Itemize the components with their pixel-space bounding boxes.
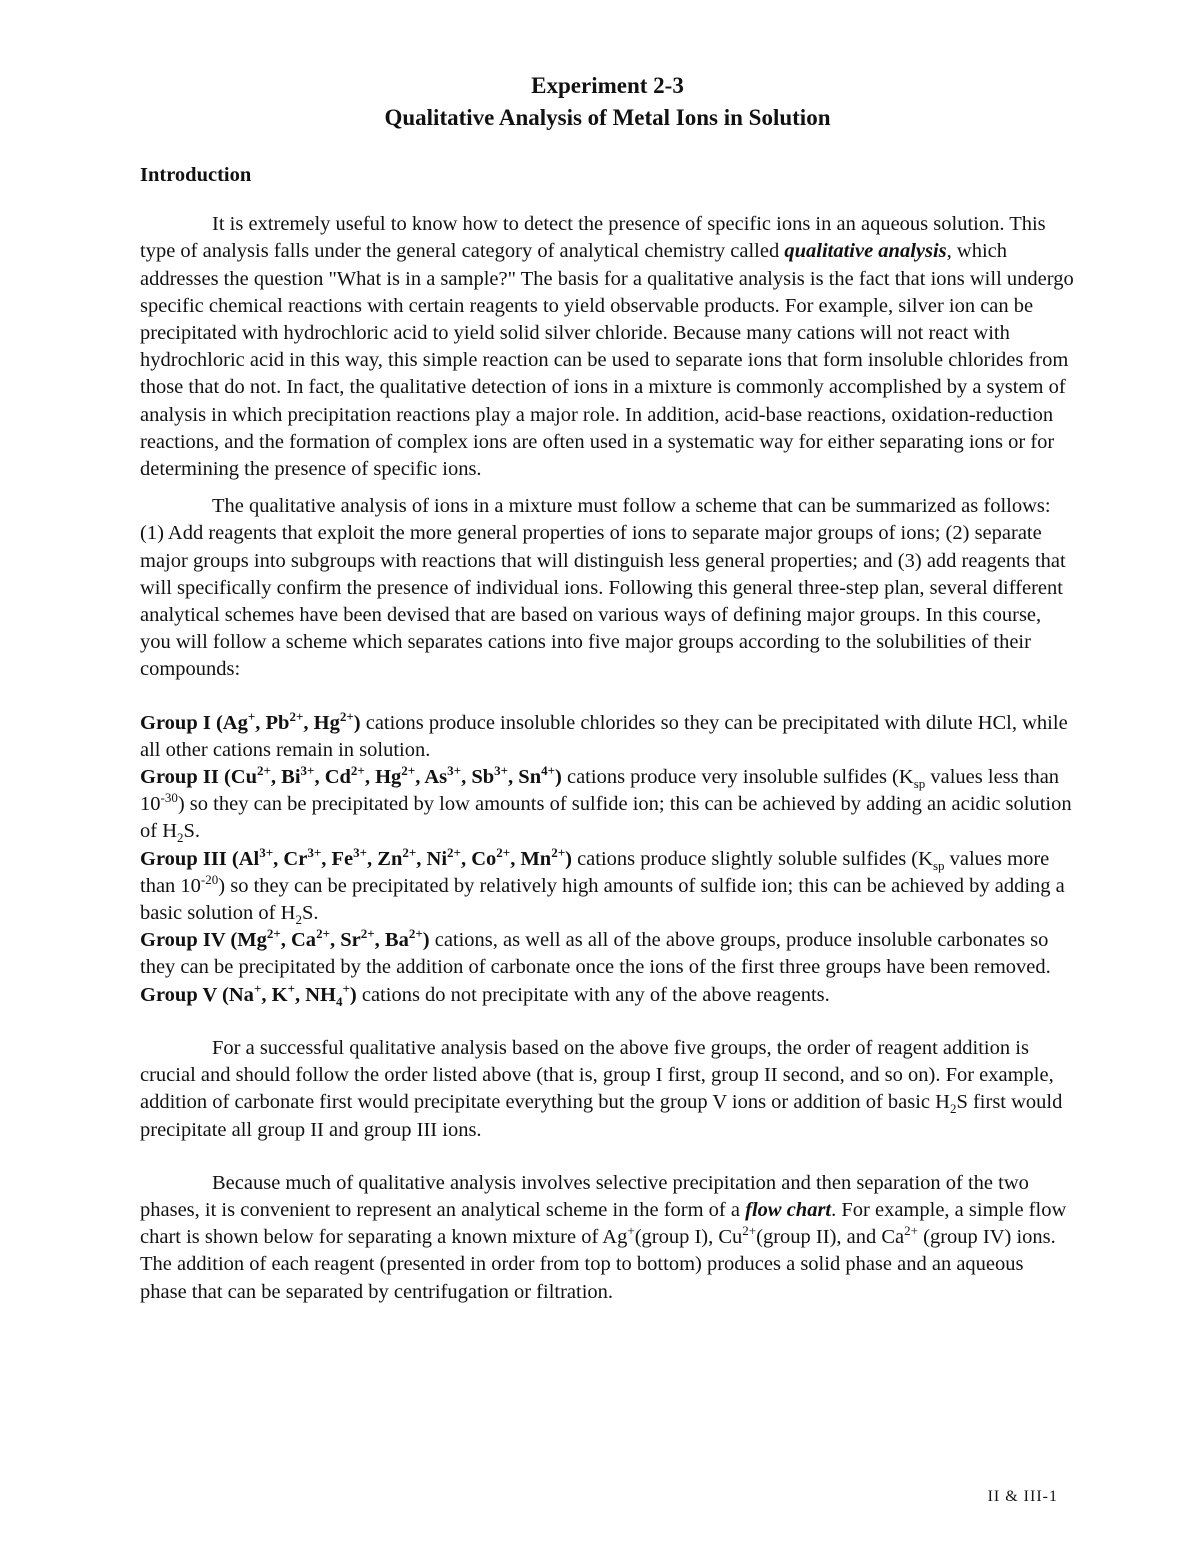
group-4-entry: Group IV ($Mg^{2+}$, $Ca^{2+}$, $Sr^{2+}$, $Ba^{2+}$) cations, as well as all of the above groups, produce insoluble carbonates so they can be precipitated by the addition of carbonate once the ions of the first three groups have been removed. [140, 926, 1051, 979]
title-line-1: Experiment 2-3 [531, 73, 684, 98]
intro-paragraph-1: It is extremely useful to know how to detect the presence of specific ions in an aqueous solution. This type of analysis falls under the general category of analytical chemistry called qualitative analysis, which addresses the question "What is in a sample?" The basis for a qualitative analysis is the fact that ions will undergo specific chemical reactions with certain reagents to yield observable products. For example, silver ion can be precipitated with hydrochloric acid to yield solid silver chloride. Because many cations will not react with hydrochloric acid in this way, this simple reaction can be used to separate ions that form insoluble chlorides from those that do not. In fact, the qualitative detection of ions in a mixture is commonly accomplished by a system of analysis in which precipitation reactions play a major role. In addition, acid-base reactions, oxidation-reduction reactions, and the formation of complex ions are often used in a systematic way for either separating ions or for determining the presence of specific ions. [140, 213, 1074, 481]
section-heading: Introduction [140, 164, 252, 186]
intro-paragraph-2: The qualitative analysis of ions in a mixture must follow a scheme that can be summarized as follows: (1) Add reagents that exploit the more general properties of ions to separate major groups of ions; (2) separate major groups into subgroups with reactions that will distinguish less general properties; and (3) add reagents that will specifically confirm the presence of individual ions. Following this general three-step plan, several different analytical schemes have been devised that are based on various ways of defining major groups. In this course, you will follow a scheme which separates cations into five major groups according to the solubilities of their compounds: [140, 495, 1066, 681]
group-3-entry: Group III ($Al^{3+}$, $Cr^{3+}$, $Fe^{3+}$, $Zn^{2+}$, $Ni^{2+}$, $Co^{2+}$, $Mn^{2+}$) cations produce slightly soluble sulfides ($K_{sp}$ values more than $10^{-20}$) so they can be precipitated by relatively high amounts of sulfide ion; this can be achieved by adding a basic solution of $H_2S$. [140, 844, 1065, 928]
cation-groups-list [140, 710, 1075, 1009]
term-flow-chart: flow chart [745, 1198, 832, 1221]
group-2-label: Group II [140, 766, 219, 789]
group-3-label: Group III [140, 847, 227, 870]
group-5-label: Group V [140, 983, 217, 1006]
intro-paragraph-4: Because much of qualitative analysis involves selective precipitation and then separation of the two phases, it is convenient to represent an analytical scheme in the form of a flow chart. For example, a simple flow chart is shown below for separating a known mixture of Ag+(group I), $Cu^{2+}(group$ II), and $Ca^{2+}$ (group IV) ions. The addition of each reagent (presented in order from top to bottom) produces a solid phase and an aqueous phase that can be separated by centrifugation or filtration. [140, 1171, 1067, 1303]
term-qualitative-analysis: qualitative analysis [784, 240, 947, 263]
group-1-label: Group I [140, 711, 211, 734]
group-1-entry: Group I (Ag+, $Pb^{2+}$, $Hg^{2+}$) cations produce insoluble chlorides so they can be precipitated with dilute HCl, while all other cations remain in solution. [140, 708, 1068, 761]
title-line-2: Qualitative Analysis of Metal Ions in Solution [384, 105, 831, 130]
intro-paragraph-3: For a successful qualitative analysis based on the above five groups, the order of reagent addition is crucial and should follow the order listed above (that is, group I first, group II second, and so on). For example, addition of carbonate first would precipitate everything but the group V ions or addition of basic $H_2S$ first would precipitate all group II and group III ions. [140, 1036, 1063, 1141]
group-4-label: Group IV [140, 929, 226, 952]
page-number-footer: II & III-1 [987, 1488, 1058, 1505]
document-page [140, 70, 1075, 1306]
group-5-entry: Group V (Na+, K+, $NH_4^+$) cations do not precipitate with any of the above reagents. [140, 980, 830, 1009]
group-2-entry: Group II ($Cu^{2+}$, $Bi^{3+}$, $Cd^{2+}$, $Hg^{2+}$, $As^{3+}$, $Sb^{3+}$, $Sn^{4+}$) cations produce very insoluble sulfides ($K_{sp}$ values less than $10^{-30}$) so they can be precipitated by low amounts of sulfide ion; this can be achieved by adding an acidic solution of $H_2S$. [140, 763, 1072, 846]
